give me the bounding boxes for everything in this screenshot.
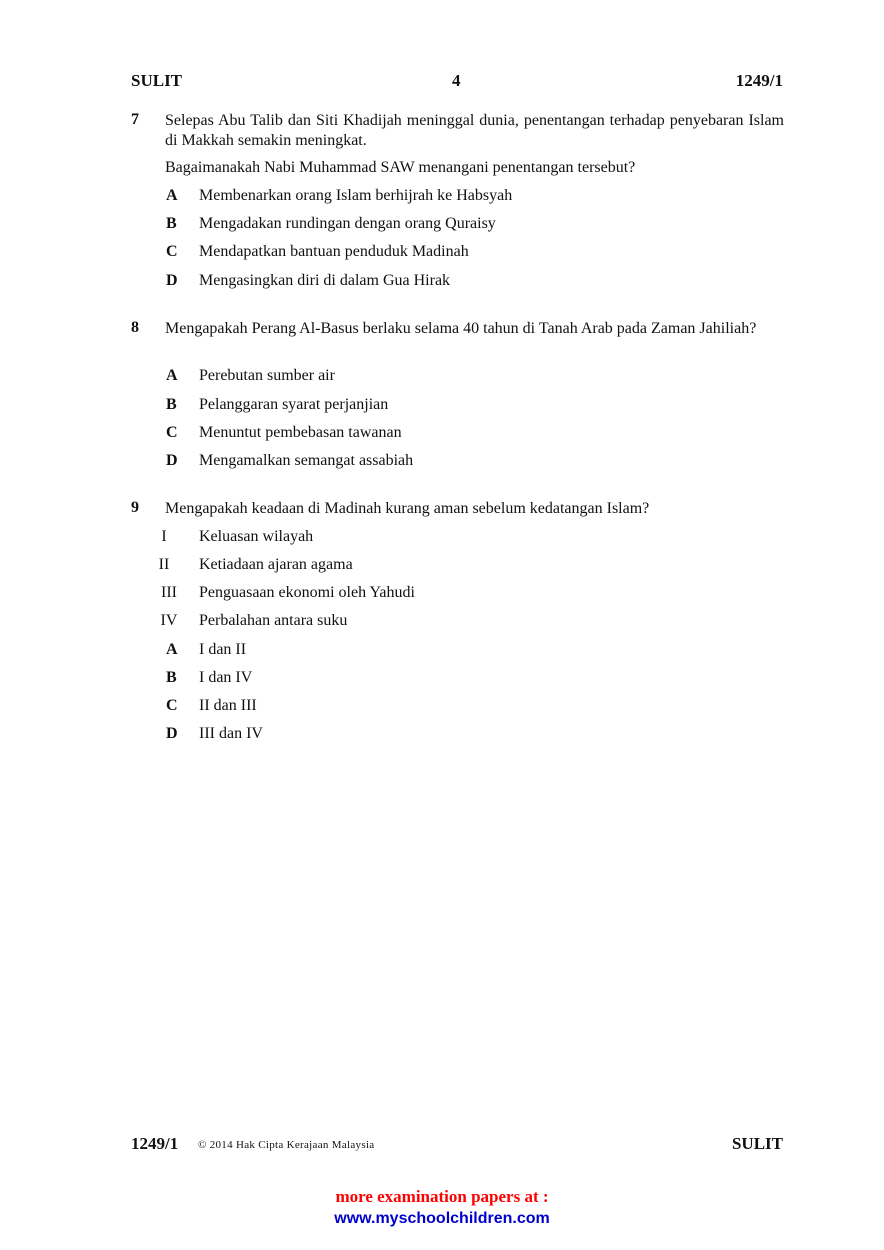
- statement-numeral: III: [161, 584, 177, 601]
- statement-text: Ketiadaan ajaran agama: [199, 556, 353, 573]
- statement-numeral: II: [158, 556, 170, 573]
- question-stem: Mengapakah Perang Al-Basus berlaku selama 40 tahun di Tanah Arab pada Zaman Jahiliah?: [165, 320, 757, 337]
- statement-text: Penguasaan ekonomi oleh Yahudi: [199, 584, 415, 601]
- option-letter: A: [166, 367, 178, 384]
- promo-text: more examination papers at :: [335, 1187, 549, 1206]
- option-text: III dan IV: [199, 725, 263, 742]
- option-text: I dan II: [199, 641, 247, 658]
- option-text: Mengadakan rundingan dengan orang Quraisy: [199, 215, 496, 232]
- question-stem: Mengapakah keadaan di Madinah kurang aman sebelum kedatangan Islam?: [165, 500, 650, 517]
- option-letter: A: [166, 641, 178, 658]
- statement-numeral: IV: [160, 612, 178, 629]
- option-text: Menuntut pembebasan tawanan: [199, 424, 402, 441]
- question-number: 8: [131, 319, 139, 336]
- option-letter: D: [166, 452, 178, 469]
- option-text: Mengasingkan diri di dalam Gua Hirak: [199, 272, 451, 289]
- footer-copyright: © 2014 Hak Cipta Kerajaan Malaysia: [198, 1139, 375, 1151]
- option-text: Mendapatkan bantuan penduduk Madinah: [199, 243, 469, 260]
- option-text: Pelanggaran syarat perjanjian: [199, 396, 389, 413]
- option-letter: D: [166, 272, 178, 289]
- option-text: Membenarkan orang Islam berhijrah ke Habsyah: [199, 187, 513, 204]
- option-letter: B: [166, 215, 177, 232]
- footer-code: 1249/1: [131, 1134, 179, 1153]
- question-number: 9: [131, 499, 139, 516]
- option-letter: D: [166, 725, 178, 742]
- option-letter: B: [166, 669, 177, 686]
- paper-code: 1249/1: [735, 71, 783, 90]
- header-sulit: SULIT: [131, 71, 183, 90]
- option-text: I dan IV: [199, 669, 253, 686]
- option-text: Mengamalkan semangat assabiah: [199, 452, 414, 469]
- promo-link[interactable]: www.myschoolchildren.com: [334, 1210, 550, 1227]
- page-number: 4: [452, 71, 461, 90]
- question-prompt: Bagaimanakah Nabi Muhammad SAW menangani penentangan tersebut?: [165, 159, 636, 176]
- footer-sulit: SULIT: [731, 1134, 783, 1153]
- statement-text: Perbalahan antara suku: [199, 612, 348, 629]
- option-letter: A: [166, 187, 178, 204]
- statement-text: Keluasan wilayah: [199, 528, 314, 545]
- option-text: II dan III: [199, 697, 257, 714]
- option-letter: C: [166, 697, 178, 714]
- option-text: Perebutan sumber air: [199, 367, 335, 384]
- question-stem: Selepas Abu Talib dan Siti Khadijah meninggal dunia, penentangan terhadap penyebaran Islam di Makkah semakin meningkat.: [165, 112, 784, 149]
- option-letter: C: [166, 243, 178, 260]
- option-letter: B: [166, 396, 177, 413]
- statement-numeral: I: [161, 528, 167, 545]
- option-letter: C: [166, 424, 178, 441]
- question-number: 7: [131, 111, 139, 128]
